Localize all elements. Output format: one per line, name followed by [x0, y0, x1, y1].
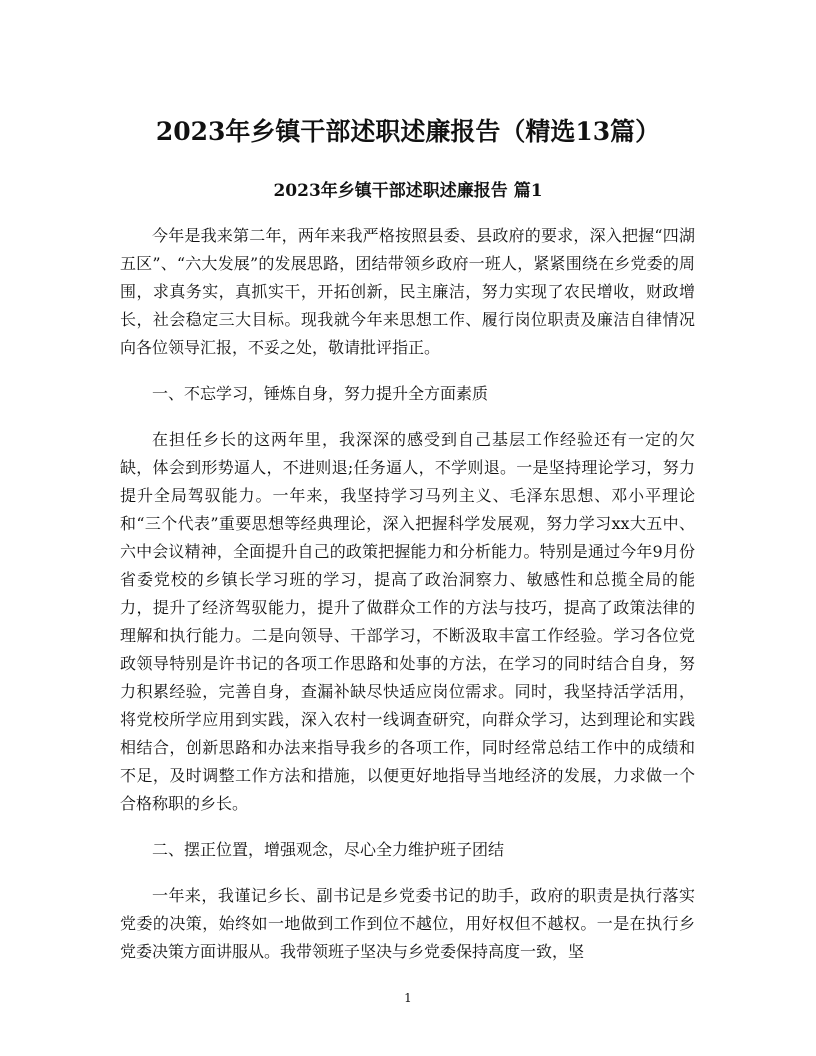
document-body: [120, 222, 695, 984]
paragraph-study: 在担任乡长的这两年里，我深深的感受到自己基层工作经验还有一定的欠缺，体会到形势逼人，不进则退;任务逼人，不学则退。一是坚持理论学习，努力提升全局驾驭能力。一年来，我坚持学习马列主义、毛泽东思想、邓小平理论和“三个代表”重要思想等经典理论，深入把握科学发展观，努力学习xx大五中、六中会议精神，全面提升自己的政策把握能力和分析能力。特别是通过今年9月份省委党校的乡镇长学习班的学习，提高了政治洞察力、敏感性和总揽全局的能力，提升了经济驾驭能力，提升了做群众工作的方法与技巧，提高了政策法律的理解和执行能力。二是向领导、干部学习，不断汲取丰富工作经验。学习各位党政领导特别是许书记的各项工作思路和处事的方法，在学习的同时结合自身，努力积累经验，完善自身，查漏补缺尽快适应岗位需求。同时，我坚持活学活用，将党校所学应用到实践，深入农村一线调查研究，向群众学习，达到理论和实践相结合，创新思路和办法来指导我乡的各项工作，同时经常总结工作中的成绩和不足，及时调整工作方法和措施，以便更好地指导当地经济的发展，力求做一个合格称职的乡长。: [120, 430, 695, 813]
section-heading-2: 二、摆正位置，增强观念，尽心全力维护班子团结: [152, 840, 505, 859]
section-heading-1: 一、不忘学习，锤炼自身，努力提升全方面素质: [152, 384, 489, 403]
paragraph-unity: 一年来，我谨记乡长、副书记是乡党委书记的助手，政府的职责是执行落实党委的决策，始终如一地做到工作到位不越位，用好权但不越权。一是在执行乡党委决策方面讲服从。我带领班子坚决与乡党委保持高度一致，坚: [120, 886, 695, 961]
page-number: 1: [404, 991, 412, 1005]
document-title: 2023年乡镇干部述职述廉报告（精选13篇）: [155, 117, 661, 146]
paragraph-intro: 今年是我来第二年，两年来我严格按照县委、县政府的要求，深入把握“四湖五区”、“六大发展”的发展思路，团结带领乡政府一班人，紧紧围绕在乡党委的周围，求真务实，真抓实干，开拓创新，民主廉洁，努力实现了农民增收，财政增长，社会稳定三大目标。现我就今年来思想工作、履行岗位职责及廉洁自律情况向各位领导汇报，不妥之处，敬请批评指正。: [120, 226, 695, 357]
section-title: 2023年乡镇干部述职述廉报告 篇1: [273, 181, 543, 201]
